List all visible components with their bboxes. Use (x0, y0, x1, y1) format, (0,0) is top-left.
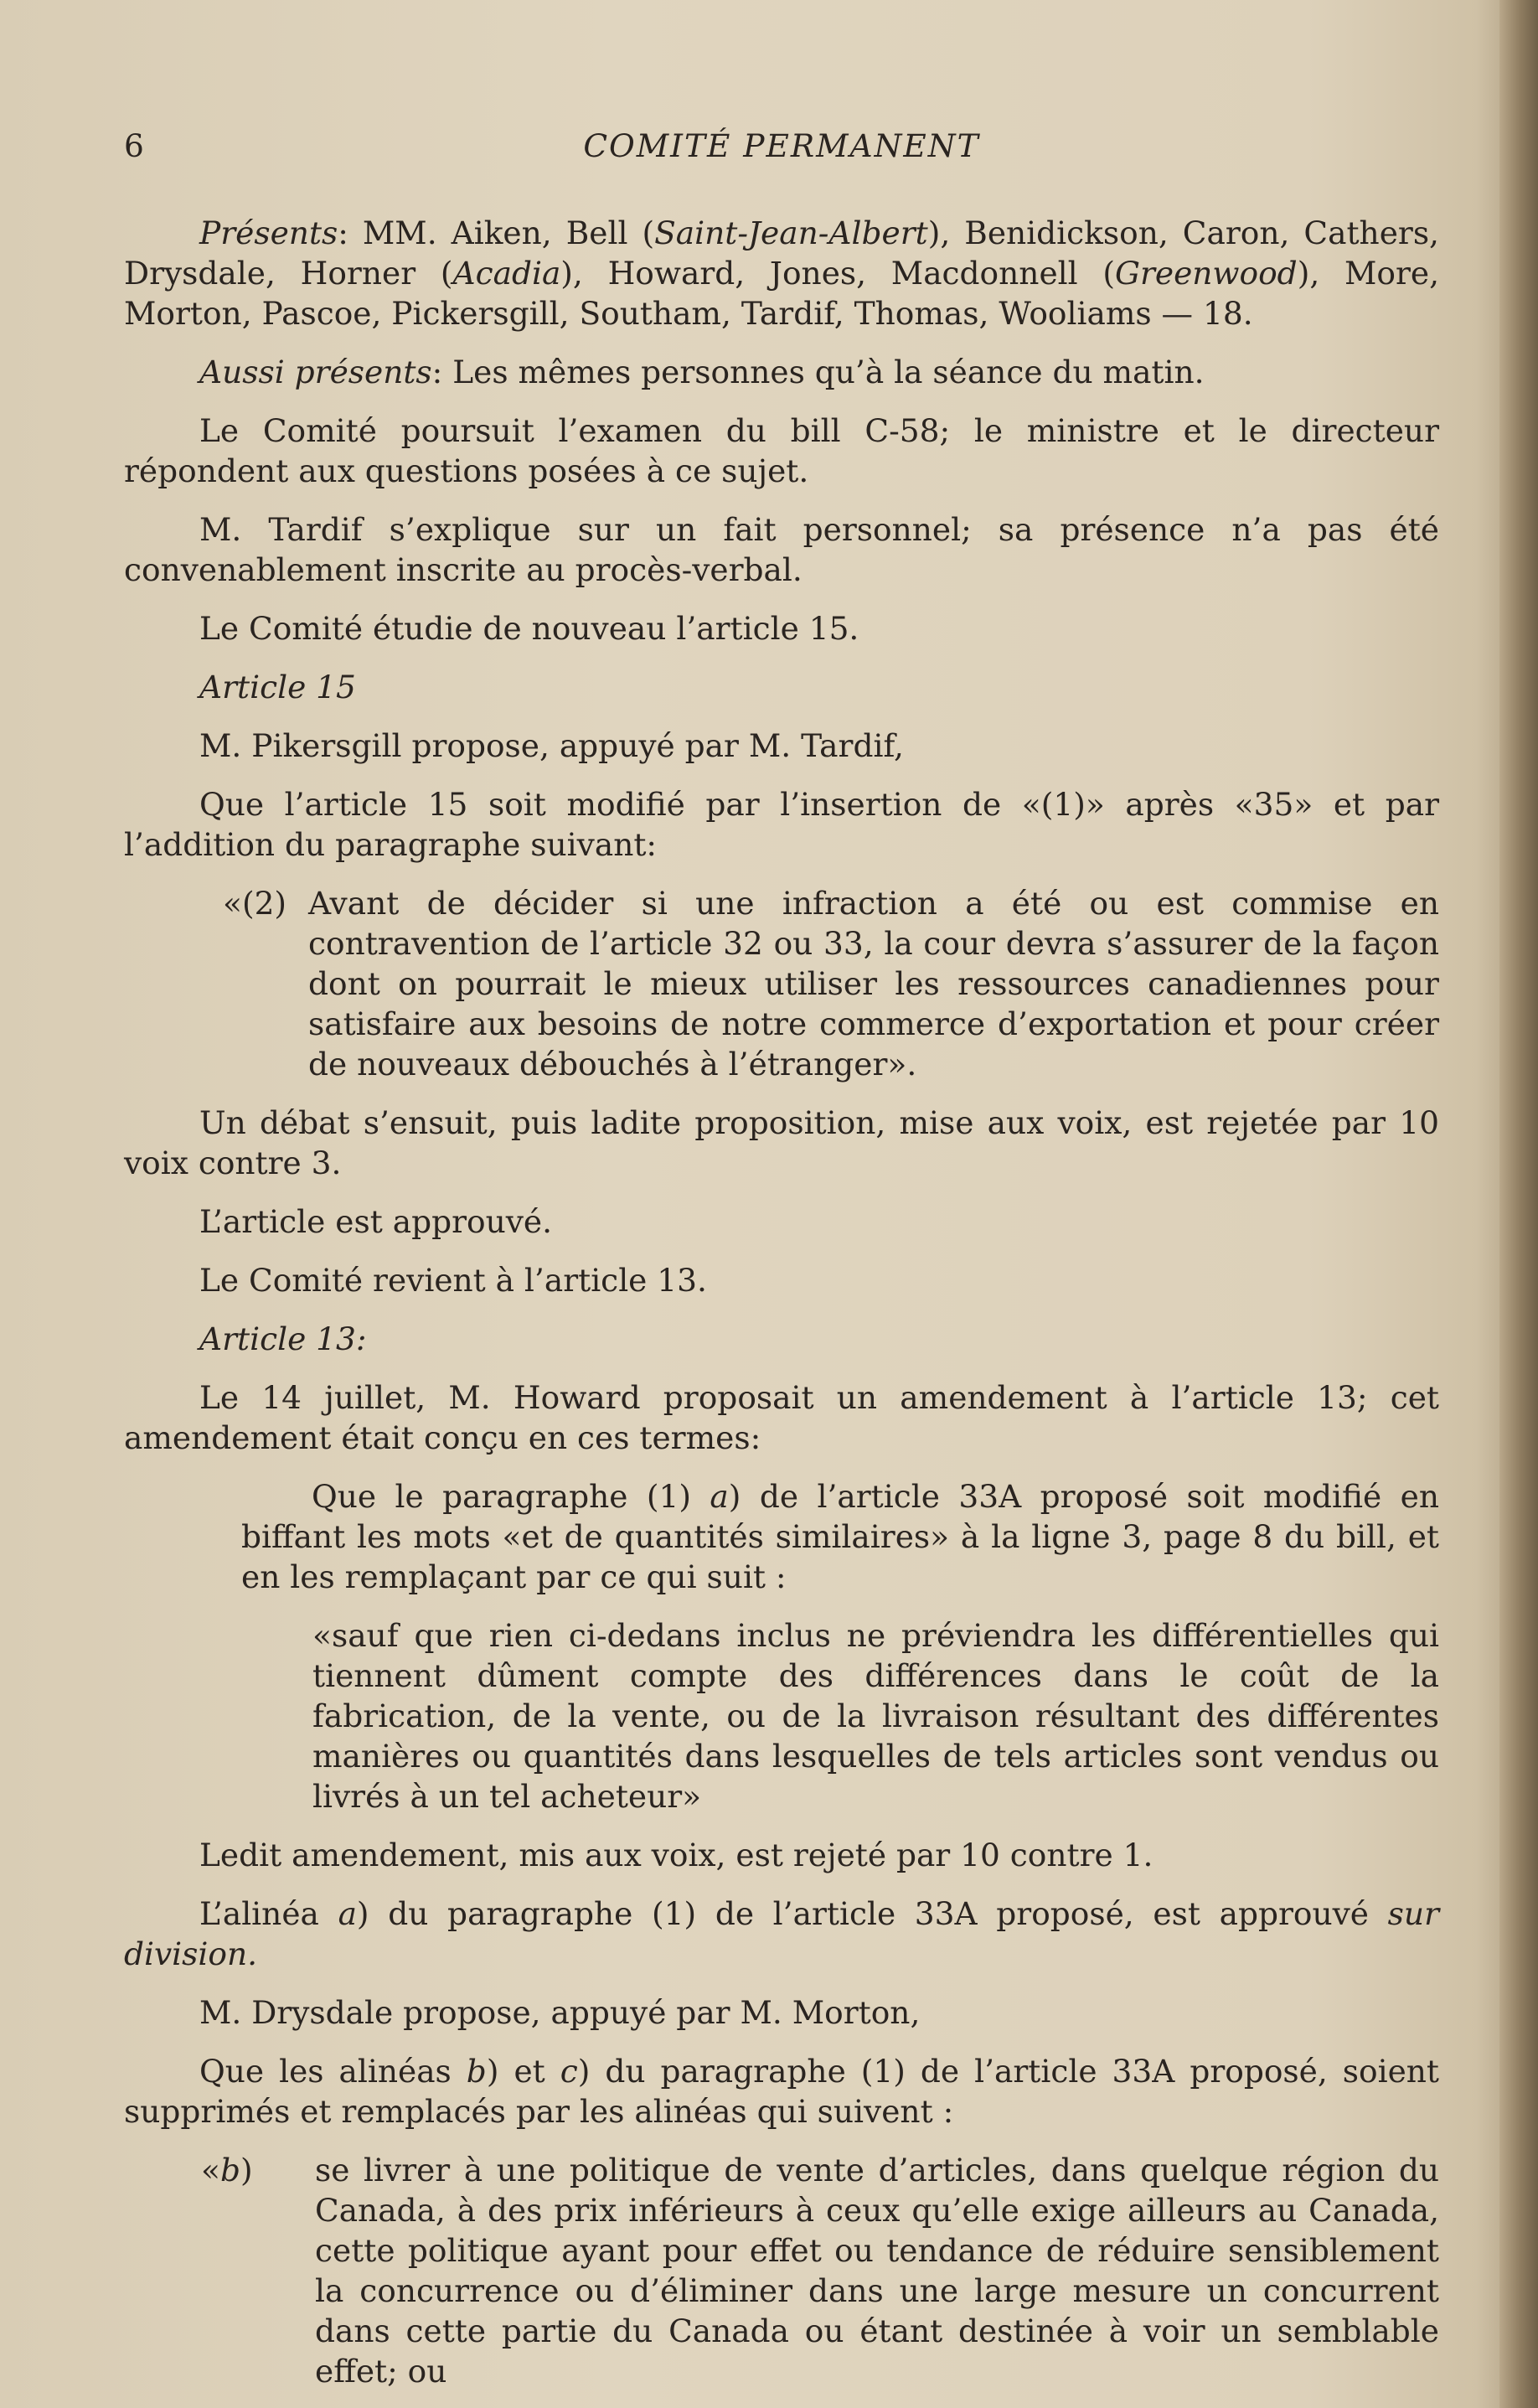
page-header (124, 126, 1439, 184)
presents-paragraph (124, 213, 1439, 333)
paragraph-11 (124, 1894, 1439, 1974)
paragraph-13 (124, 2051, 1439, 2132)
item-b-close-paren: ) (240, 2152, 253, 2188)
para-11-part-d: sur division. (124, 1895, 1439, 1972)
heading-article-13: Article 13: (199, 1320, 367, 1357)
presents-text-2: ), Benidickson, Caron, Cathers, Drysdale, Horner ( (124, 214, 1439, 292)
paragraph-10: Ledit amendement, mis aux voix, est rejeté par 10 contre 1. (199, 1837, 1154, 1873)
paragraph-9: Le 14 juillet, M. Howard proposait un amendement à l’article 13; cet amendement était conçu en ces termes: (124, 1379, 1439, 1456)
aussi-label: Aussi présents (199, 354, 432, 390)
para-13-part-d: c (560, 2053, 578, 2090)
presents-riding-1: Saint-Jean-Albert (654, 214, 928, 251)
quote-1-part-a: Que le paragraphe (1) (312, 1478, 710, 1515)
item-b-number (201, 2150, 253, 2190)
page-edge-shadow (1499, 0, 1538, 2408)
presents-riding-3: Greenwood (1115, 255, 1298, 292)
para-13-part-a: Que les alinéas (199, 2053, 467, 2090)
para-11-part-c: ) du paragraphe (1) de l’article 33A proposé, est approuvé (356, 1895, 1388, 1932)
para-13-part-c: ) et (486, 2053, 560, 2090)
para-11-part-b: a (338, 1895, 357, 1932)
paragraph-2: M. Tardif s’explique sur un fait personnel; sa présence n’a pas été convenablement inscrite au procès-verbal. (124, 511, 1439, 588)
subsection-2-text: Avant de décider si une infraction a été ou est commise en contravention de l’article 32 ou 33, la cour devra s’assurer de la façon dont on pourrait le mieux utiliser les ressources canadiennes pour satisfaire aux besoins de notre commerce d’exportation et pour créer de nouveaux débouchés à l’étranger». (308, 885, 1439, 1083)
paragraph-12: M. Drysdale propose, appuyé par M. Morton, (199, 1994, 921, 2031)
item-b-letter: b (219, 2152, 240, 2188)
presents-text-4: ), More, Morton, Pascoe, Pickersgill, Southam, Tardif, Thomas, Wooliams — 18. (124, 255, 1439, 332)
paragraph-1: Le Comité poursuit l’examen du bill C-58; le ministre et le directeur répondent aux questions posées à ce sujet. (124, 412, 1439, 489)
subsection-2 (124, 883, 1439, 1084)
paragraph-6: Un débat s’ensuit, puis ladite proposition, mise aux voix, est rejetée par 10 voix contre 3. (124, 1104, 1439, 1181)
aussi-paragraph (124, 352, 1439, 392)
presents-text-3: ), Howard, Jones, Macdonnell ( (560, 255, 1115, 292)
para-13-part-e: ) du paragraphe (1) de l’article 33A proposé, soient supprimés et remplacés par les alinéas qui suivent : (124, 2053, 1439, 2130)
paragraph-4: M. Pikersgill propose, appuyé par M. Tardif, (199, 727, 904, 764)
para-11-part-a: L’alinéa (199, 1895, 338, 1932)
presents-label: Présents (199, 214, 338, 251)
item-b-text: se livrer à une politique de vente d’articles, dans quelque région du Canada, à des prix inférieurs à ceux qu’elle exige ailleurs au Canada, cette politique ayant pour effet ou tendance de réduire sensiblement la concurrence ou d’éliminer dans une large mesure un concurrent dans cette partie du Canada ou étant destinée à voir un semblable effet; ou (315, 2152, 1439, 2390)
quote-1-part-b: a (710, 1478, 729, 1515)
running-title: COMITÉ PERMANENT (583, 127, 980, 164)
item-b (124, 2150, 1439, 2391)
heading-article-15: Article 15 (199, 669, 356, 705)
paragraph-7: L’article est approuvé. (199, 1203, 553, 1240)
paragraph-5: Que l’article 15 soit modifié par l’insertion de «(1)» après «35» et par l’addition du paragraphe suivant: (124, 786, 1439, 863)
subsection-2-number: «(2) (223, 885, 287, 922)
item-b-open-quote: « (201, 2152, 220, 2188)
document-body (124, 126, 1439, 2391)
quote-amendment (124, 1476, 1439, 1597)
presents-riding-2: Acadia (452, 255, 561, 292)
paragraph-8: Le Comité revient à l’article 13. (199, 1262, 707, 1299)
page-number: 6 (124, 127, 144, 164)
presents-text-1: : MM. Aiken, Bell ( (338, 214, 655, 251)
aussi-text: : Les mêmes personnes qu’à la séance du matin. (431, 354, 1205, 390)
para-13-part-b: b (466, 2053, 487, 2090)
paragraph-3: Le Comité étudie de nouveau l’article 15. (199, 610, 859, 647)
quote-sauf: «sauf que rien ci-dedans inclus ne préviendra les différentielles qui tiennent dûment compte des différences dans le coût de la fabrication, de la vente, ou de la livraison résultant des différentes manières ou quantités dans lesquelles de tels articles sont vendus ou livrés à un tel acheteur» (312, 1617, 1439, 1815)
quote-1-part-c: ) de l’article 33A proposé soit modifié en biffant les mots «et de quantités similaires» à la ligne 3, page 8 du bill, et en les remplaçant par ce qui suit : (241, 1478, 1439, 1595)
